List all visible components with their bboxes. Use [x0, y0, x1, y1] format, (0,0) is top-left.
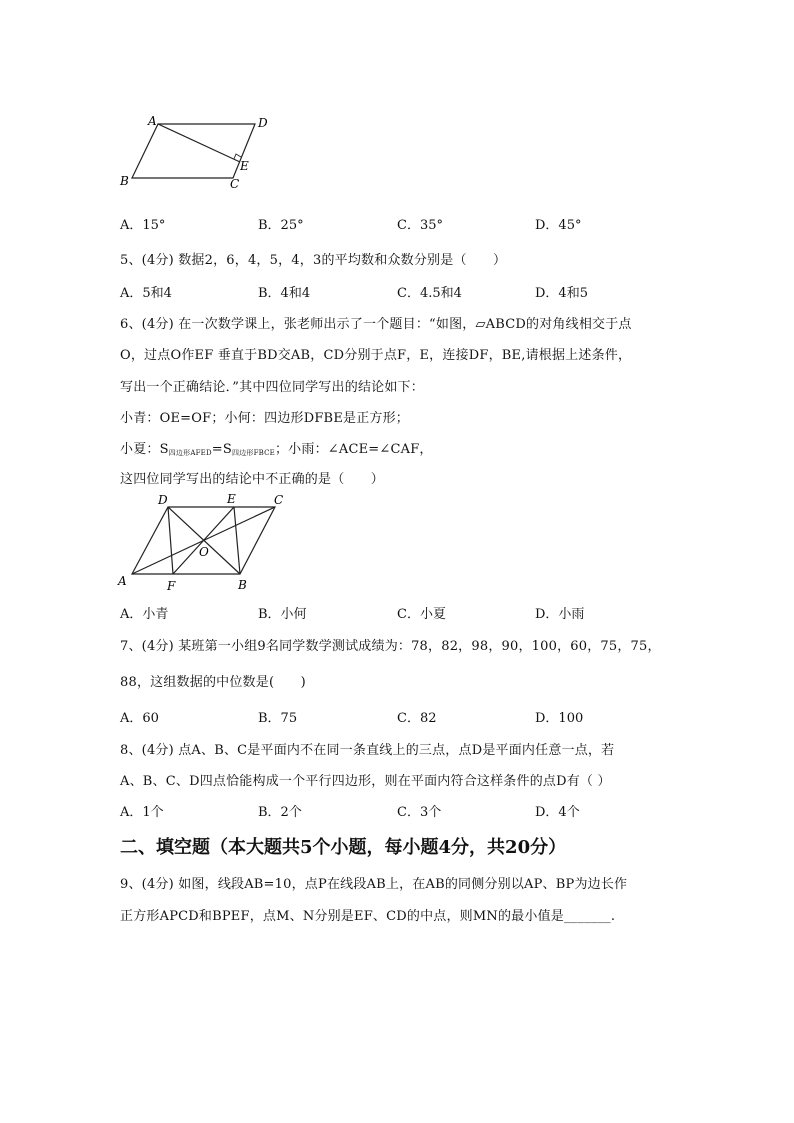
q6-line-4: 小青：OE=OF；小何：四边形DFBE是正方形；: [120, 411, 410, 426]
label-d: D: [258, 116, 268, 130]
q7-option-a: A．60: [120, 711, 159, 726]
label-a: A: [148, 114, 157, 128]
q6-option-a: A．小青: [120, 607, 169, 622]
label-e2: E: [227, 492, 236, 506]
q6-line5-c: ；小雨：∠ACE=∠CAF，: [274, 442, 433, 457]
q6-line-5: [120, 438, 433, 458]
q7-option-d: D．100: [535, 711, 584, 726]
q6-line5-a: 小夏：S: [120, 442, 169, 457]
q4-option-b: B．25°: [258, 218, 304, 233]
q5-option-d: D．4和5: [535, 286, 588, 301]
label-c2: C: [274, 493, 284, 507]
q7-option-c: C．82: [397, 711, 437, 726]
q4-option-d: D．45°: [535, 218, 582, 233]
label-f2: F: [167, 579, 176, 593]
label-a2: A: [118, 574, 127, 588]
q7-line-1: 7、(4分) 某班第一小组9名同学数学测试成绩为：78，82，98，90，100，60，75，75，: [120, 639, 661, 654]
q7-line-2: 88，这组数据的中位数是( ): [120, 675, 306, 690]
label-d2: D: [158, 493, 168, 507]
q5-option-b: B．4和4: [258, 286, 311, 301]
segment-ae: [158, 124, 240, 162]
segment-ef: [173, 507, 234, 574]
q9-line-1: 9、(4分) 如图，线段AB=10，点P在线段AB上，在AB的同侧分别以AP、BP为边长作: [120, 877, 628, 892]
q8-option-c: C．3个: [397, 805, 442, 820]
segment-df: [168, 507, 173, 574]
q8-line-1: 8、(4分) 点A、B、C是平面内不在同一条直线上的三点，点D是平面内任意一点，若: [120, 743, 615, 758]
segment-be: [234, 507, 240, 574]
label-c: C: [230, 177, 240, 191]
parallelogram-figure-2: [116, 490, 288, 594]
label-b2: B: [238, 578, 247, 592]
q4-option-a: A．15°: [120, 218, 166, 233]
q8-option-a: A．1个: [120, 805, 164, 820]
q8-line-2: A、B、C、D四点恰能构成一个平行四边形，则在平面内符合这样条件的点D有（ ）: [120, 774, 611, 789]
q7-option-b: B．75: [258, 711, 298, 726]
q4-option-c: C．35°: [397, 218, 443, 233]
section-2-title: 二、填空题（本大题共5个小题，每小题4分，共20分）: [120, 837, 567, 858]
q6-line-1: 6、(4分) 在一次数学课上，张老师出示了一个题目：“如图，▱ABCD的对角线相交于点: [120, 317, 632, 332]
q6-option-c: C．小夏: [397, 607, 446, 622]
q6-line-2: O，过点O作EF 垂直于BD交AB，CD分别于点F，E，连接DF，BE,请根据上述条件，: [120, 348, 632, 363]
q6-line5-sub2: 四边形FBCE: [231, 449, 275, 457]
parallelogram-abcd: [132, 124, 255, 178]
q6-option-d: D．小雨: [535, 607, 585, 622]
q8-option-b: B．2个: [258, 805, 302, 820]
q5-option-a: A．5和4: [120, 286, 172, 301]
q9-line-2: 正方形APCD和BPEF，点M、N分别是EF、CD的中点，则MN的最小值是_______.: [120, 909, 616, 924]
q5-text: 5、(4分) 数据2，6，4，5，4，3的平均数和众数分别是（ ）: [120, 253, 507, 268]
q6-line5-sub1: 四边形AFED: [168, 449, 212, 457]
q6-line-6: 这四位同学写出的结论中不正确的是（ ）: [120, 472, 385, 487]
label-o2: O: [199, 545, 209, 559]
q5-option-c: C．4.5和4: [397, 286, 462, 301]
label-e: E: [240, 159, 249, 173]
q6-line5-b: =S: [211, 442, 232, 457]
parallelogram-figure-1: [112, 112, 282, 196]
q8-option-d: D．4个: [535, 805, 580, 820]
q6-option-b: B．小何: [258, 607, 307, 622]
q6-line-3: 写出一个正确结论．”其中四位同学写出的结论如下：: [120, 380, 424, 395]
label-b: B: [120, 174, 129, 188]
